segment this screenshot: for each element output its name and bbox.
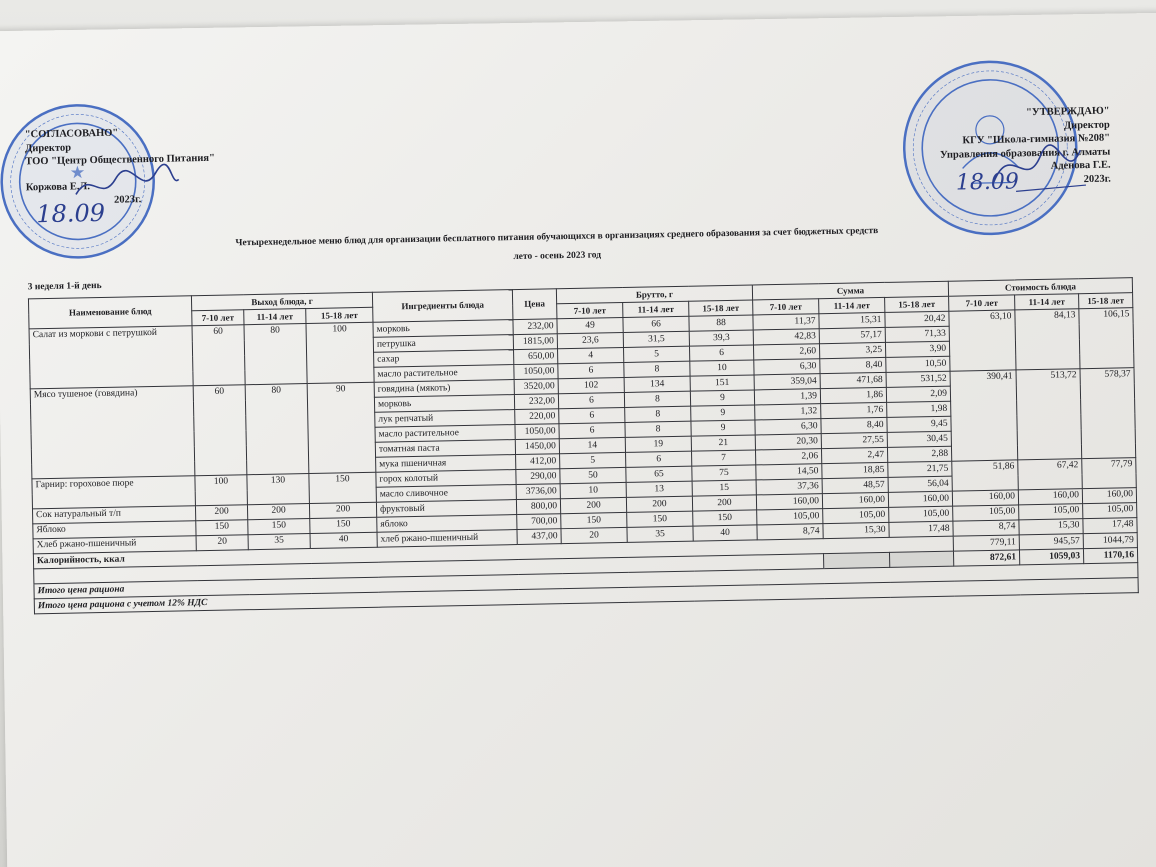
right-year-label: 2023г. — [1083, 173, 1111, 185]
document-subtitle: лето - осень 2023 год — [513, 250, 602, 263]
header-age: 15-18 лет — [306, 307, 373, 323]
ingredient-name: фруктовый — [376, 500, 516, 518]
yield-cell: 130 — [247, 474, 310, 505]
sum-cell: 105,00 — [889, 506, 953, 522]
gross-cell: 5 — [624, 346, 690, 362]
sum-cell: 3,90 — [885, 341, 949, 357]
sum-cell: 2,06 — [755, 449, 821, 465]
price-cell: 1450,00 — [515, 439, 559, 455]
sum-cell: 2,09 — [886, 386, 950, 402]
yield-cell: 150 — [196, 520, 248, 536]
gross-cell: 15 — [692, 480, 756, 496]
gross-cell: 39,3 — [689, 330, 753, 346]
sum-cell: 2,88 — [887, 446, 951, 462]
sum-cell: 20,42 — [885, 311, 949, 327]
menu-table — [28, 277, 1139, 614]
sum-cell: 1,32 — [755, 404, 821, 420]
sum-cell: 1,39 — [754, 389, 820, 405]
price-cell: 650,00 — [514, 349, 558, 365]
header-age: 11-14 лет — [1015, 294, 1079, 310]
price-cell: 232,00 — [513, 319, 557, 335]
cost-cell: 513,72 — [1016, 369, 1082, 460]
header-dish: Наименование блюд — [28, 296, 192, 329]
gross-cell: 150 — [561, 512, 627, 528]
gross-cell: 8 — [624, 391, 690, 407]
department-name: Управления образования г. Алматы — [939, 146, 1111, 161]
price-cell: 1050,00 — [515, 424, 559, 440]
gross-cell: 150 — [627, 511, 693, 527]
header-price: Цена — [512, 289, 557, 320]
calories-value: 1044,79 — [1083, 533, 1137, 549]
dish-name: Сок натуральный т/п — [32, 506, 195, 524]
cost-cell: 15,30 — [1019, 519, 1083, 535]
yield-cell: 80 — [244, 324, 307, 385]
agreed-label: "СОГЛАСОВАНО" — [24, 127, 119, 141]
header-yield: Выход блюда, г — [191, 292, 372, 310]
price-cell: 412,00 — [516, 454, 560, 470]
calories-value: 945,57 — [1019, 534, 1083, 550]
cost-cell: 390,41 — [950, 370, 1018, 461]
sum-cell: 6,30 — [754, 359, 820, 375]
sum-cell: 71,33 — [885, 326, 949, 342]
gross-cell: 31,5 — [623, 331, 689, 347]
sum-cell: 359,04 — [754, 374, 820, 390]
gross-cell: 200 — [560, 497, 626, 513]
sum-cell: 2,47 — [821, 447, 887, 463]
header-age: 11-14 лет — [623, 301, 689, 317]
right-director-role: Директор — [1063, 119, 1110, 131]
sum-cell: 27,55 — [821, 432, 887, 448]
header-age: 11-14 лет — [819, 297, 885, 313]
approved-label: "УТВЕРЖДАЮ" — [1026, 105, 1110, 119]
sum-cell: 160,00 — [822, 492, 888, 508]
sum-cell: 57,17 — [819, 327, 885, 343]
price-cell: 290,00 — [516, 469, 560, 485]
dish-name: Салат из моркови с петрушкой — [29, 326, 193, 389]
header-age: 7-10 лет — [192, 310, 244, 326]
director-name: Коржова Е.Л. — [25, 180, 91, 193]
ingredient-name: горох колотый — [376, 470, 516, 488]
dish-name: Яблоко — [33, 521, 196, 539]
gross-cell: 10 — [690, 360, 754, 376]
ingredient-name: томатная паста — [375, 440, 515, 458]
price-cell: 1815,00 — [513, 334, 557, 350]
cost-cell: 578,37 — [1080, 368, 1136, 459]
gross-cell: 9 — [690, 390, 754, 406]
sum-cell: 471,68 — [820, 372, 886, 388]
gross-cell: 6 — [558, 392, 624, 408]
gross-cell: 150 — [693, 510, 757, 526]
gross-cell: 13 — [626, 481, 692, 497]
ingredient-name: масло сливочное — [376, 485, 516, 503]
gross-cell: 49 — [557, 317, 623, 333]
header-age: 7-10 лет — [753, 299, 819, 315]
yield-cell: 20 — [196, 535, 248, 551]
gross-cell: 8 — [624, 361, 690, 377]
yield-cell: 200 — [247, 504, 309, 520]
document-title: Четырехнедельное меню блюд для организации бесплатного питания обучающихся в организациях среднего образования за счет бюджетных средств — [235, 226, 879, 249]
price-cell: 800,00 — [516, 499, 560, 515]
price-cell: 437,00 — [517, 529, 561, 545]
sum-cell: 42,83 — [753, 329, 819, 345]
school-name: КГУ "Школа-гимназия №208" — [962, 132, 1111, 147]
handwritten-date-right: 18.09 — [955, 169, 1020, 196]
gross-cell: 40 — [693, 525, 757, 541]
gross-cell: 200 — [692, 495, 756, 511]
sum-cell: 15,30 — [823, 522, 889, 538]
sum-cell: 18,85 — [822, 462, 888, 478]
cost-cell: 51,86 — [952, 460, 1019, 491]
yield-cell: 100 — [306, 322, 374, 383]
gross-cell: 5 — [560, 452, 626, 468]
sum-cell: 160,00 — [756, 494, 822, 510]
ingredient-name: масло растительное — [374, 365, 514, 383]
yield-cell: 60 — [193, 385, 247, 476]
cost-cell: 160,00 — [1018, 489, 1082, 505]
sum-cell: 30,45 — [887, 431, 951, 447]
cost-cell: 160,00 — [1082, 488, 1136, 504]
gross-cell: 134 — [624, 376, 690, 392]
sum-cell: 105,00 — [823, 507, 889, 523]
right-director-name: Аденова Г.Е. — [1050, 159, 1111, 172]
cost-cell: 63,10 — [949, 310, 1016, 371]
header-cost: Стоимость блюда — [948, 278, 1132, 297]
yield-cell: 35 — [248, 534, 310, 550]
header-age: 7-10 лет — [949, 295, 1015, 311]
sum-cell: 2,60 — [753, 344, 819, 360]
gross-cell: 6 — [689, 345, 753, 361]
gross-cell: 4 — [558, 347, 624, 363]
header-age: 11-14 лет — [244, 309, 306, 325]
gross-cell: 9 — [691, 405, 755, 421]
week-label: 3 неделя 1-й день — [27, 280, 102, 293]
gross-cell: 200 — [626, 496, 692, 512]
organization-name: ТОО "Центр Общественного Питания" — [25, 152, 216, 168]
sum-cell: 56,04 — [888, 476, 952, 492]
gross-cell: 65 — [626, 466, 692, 482]
sum-cell: 160,00 — [888, 491, 952, 507]
total-price-vat-label: Итого цена рациона с учетом 12% НДС — [34, 578, 1138, 614]
gross-cell: 35 — [627, 526, 693, 542]
price-cell: 1050,00 — [514, 364, 558, 380]
yield-cell: 40 — [310, 532, 377, 548]
cost-cell: 17,48 — [1083, 518, 1137, 534]
total-value: 872,61 — [953, 550, 1019, 566]
gross-cell: 8 — [625, 421, 691, 437]
dish-name: Хлеб ржано-пшеничный — [33, 536, 196, 554]
gross-cell: 50 — [560, 467, 626, 483]
header-ingredients: Ингредиенты блюда — [372, 290, 513, 323]
gross-cell: 6 — [558, 362, 624, 378]
cost-cell: 77,79 — [1082, 458, 1137, 489]
total-value: 1170,16 — [1083, 548, 1137, 564]
yield-cell: 150 — [309, 472, 377, 503]
sum-cell: 8,74 — [757, 524, 823, 540]
sum-cell: 6,30 — [755, 419, 821, 435]
gross-cell: 10 — [560, 482, 626, 498]
yield-cell: 80 — [245, 384, 309, 475]
price-cell: 3520,00 — [514, 379, 558, 395]
cost-cell: 8,74 — [953, 520, 1019, 536]
price-cell: 3736,00 — [516, 484, 560, 500]
gross-cell: 23,6 — [557, 332, 623, 348]
sum-cell: 3,25 — [819, 342, 885, 358]
yield-cell: 200 — [309, 502, 376, 518]
sum-cell: 11,37 — [753, 314, 819, 330]
gross-cell: 6 — [559, 407, 625, 423]
cost-cell: 105,00 — [1083, 503, 1137, 519]
gross-cell: 14 — [559, 437, 625, 453]
ingredient-name: масло растительное — [375, 425, 515, 443]
total-value: 1059,03 — [1019, 549, 1083, 565]
yield-cell: 90 — [307, 382, 376, 473]
year-label: 2023г. — [113, 194, 142, 206]
yield-cell: 200 — [195, 505, 247, 521]
gross-cell: 102 — [558, 377, 624, 393]
sum-cell: 14,50 — [756, 464, 822, 480]
header-age: 15-18 лет — [885, 296, 949, 312]
price-cell: 232,00 — [514, 394, 558, 410]
gross-cell: 151 — [690, 375, 754, 391]
cost-cell: 105,00 — [953, 505, 1019, 521]
handwritten-date-left: 18.09 — [36, 198, 106, 229]
ingredient-name: морковь — [374, 395, 514, 413]
header-age: 7-10 лет — [557, 302, 623, 318]
gross-cell: 75 — [692, 465, 756, 481]
cost-cell: 160,00 — [952, 490, 1018, 506]
header-age: 15-18 лет — [689, 300, 753, 316]
sum-cell: 20,30 — [755, 434, 821, 450]
sum-cell: 10,50 — [886, 356, 950, 372]
cost-cell: 106,15 — [1079, 308, 1134, 369]
svg-text:★: ★ — [70, 164, 85, 182]
gross-cell: 8 — [625, 406, 691, 422]
gross-cell: 6 — [626, 451, 692, 467]
sum-cell: 1,76 — [821, 402, 887, 418]
cost-cell: 84,13 — [1015, 309, 1080, 370]
sum-cell: 9,45 — [887, 416, 951, 432]
yield-cell: 150 — [310, 517, 377, 533]
dish-name: Мясо тушеное (говядина) — [30, 386, 195, 479]
sum-cell: 17,48 — [889, 521, 953, 537]
ingredient-name: морковь — [373, 320, 513, 338]
ingredient-name: хлеб ржано-пшеничный — [377, 530, 517, 548]
sum-cell: 21,75 — [888, 461, 952, 477]
sum-cell: 531,52 — [886, 371, 950, 387]
ingredient-name: сахар — [374, 350, 514, 368]
gross-cell: 88 — [689, 315, 753, 331]
ingredient-name: яблоко — [377, 515, 517, 533]
cost-cell: 105,00 — [1019, 504, 1083, 520]
gross-cell: 19 — [625, 436, 691, 452]
signature-left — [70, 157, 181, 209]
gross-cell: 21 — [691, 435, 755, 451]
gross-cell: 9 — [691, 420, 755, 436]
sum-cell: 48,57 — [822, 477, 888, 493]
header-age: 15-18 лет — [1079, 293, 1133, 309]
price-cell: 700,00 — [517, 514, 561, 530]
calories-label: Калорийность, ккал — [33, 536, 953, 569]
total-price-label: Итого цена рациона — [34, 563, 1138, 599]
gross-cell: 7 — [692, 450, 756, 466]
yield-cell: 100 — [195, 475, 248, 506]
director-role: Директор — [24, 142, 72, 154]
ingredient-name: лук репчатый — [375, 410, 515, 428]
header-sum: Сумма — [752, 281, 948, 300]
gross-cell: 20 — [561, 527, 627, 543]
calories-value: 779,11 — [953, 535, 1019, 551]
sum-cell: 1,98 — [887, 401, 951, 417]
sum-cell: 15,31 — [819, 312, 885, 328]
ingredient-name: петрушка — [373, 335, 513, 353]
cost-cell: 67,42 — [1018, 459, 1083, 490]
yield-cell: 60 — [192, 325, 245, 386]
sum-cell: 1,86 — [820, 387, 886, 403]
sum-cell: 8,40 — [820, 357, 886, 373]
header-gross: Брутто, г — [556, 285, 752, 304]
sum-cell: 8,40 — [821, 417, 887, 433]
ingredient-name: говядина (мякоть) — [374, 380, 514, 398]
signature-right — [985, 130, 1096, 202]
gross-cell: 6 — [559, 422, 625, 438]
gross-cell: 66 — [623, 316, 689, 332]
sum-cell: 37,36 — [756, 479, 822, 495]
yield-cell: 150 — [248, 519, 310, 535]
price-cell: 220,00 — [515, 409, 559, 425]
dish-name: Гарнир: гороховое пюре — [32, 476, 196, 509]
sum-cell: 105,00 — [757, 509, 823, 525]
ingredient-name: мука пшеничная — [376, 455, 516, 473]
